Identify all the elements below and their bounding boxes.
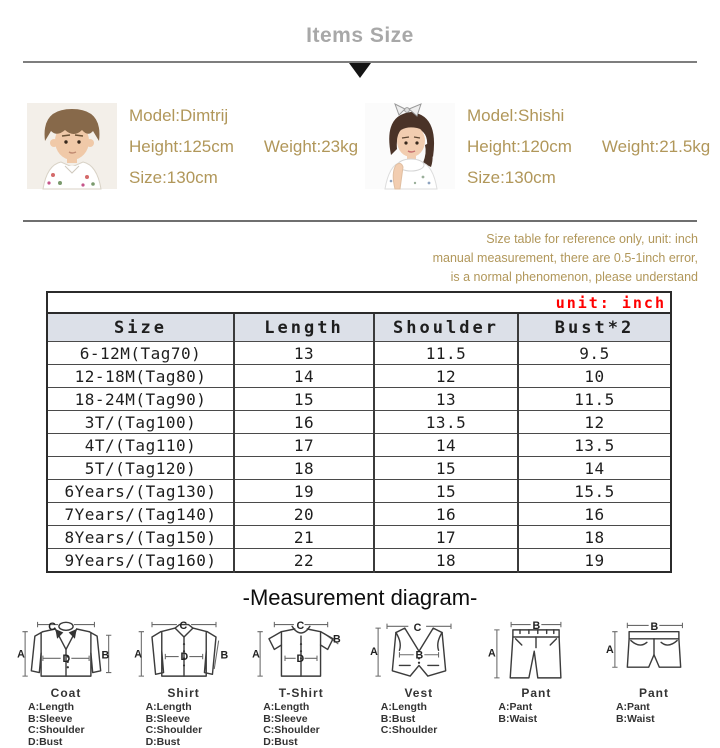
diagram-labels — [381, 702, 477, 737]
diagram-labels — [263, 702, 359, 748]
measure-label: C:Shoulder — [263, 724, 320, 737]
measure-label: A:Length — [145, 701, 192, 714]
model-weight: Weight:23kg — [263, 137, 359, 156]
model-size: Size:130cm — [467, 168, 556, 187]
measure-label: C:Shoulder — [380, 724, 438, 737]
model-photo-girl — [365, 103, 455, 189]
size-table-body — [47, 342, 671, 573]
vest-icon — [363, 621, 475, 685]
diagram-row — [8, 621, 712, 748]
arrow-letter: D — [62, 653, 71, 666]
model-info — [467, 103, 710, 199]
value-cell: 13 — [374, 388, 518, 411]
measure-label: B:Bust — [380, 712, 416, 725]
value-cell: 13.5 — [518, 434, 671, 457]
size-cell: 5T/(Tag120) — [47, 457, 234, 480]
size-guide-page — [0, 24, 720, 748]
value-cell: 14 — [234, 365, 374, 388]
size-cell: 8Years/(Tag150) — [47, 526, 234, 549]
value-cell: 22 — [234, 549, 374, 573]
table-row — [47, 526, 671, 549]
arrow-letter: B — [650, 621, 659, 634]
size-cell: 9Years/(Tag160) — [47, 549, 234, 573]
arrow-letter: D — [296, 653, 305, 666]
measure-label: C:Shoulder — [28, 724, 85, 737]
table-row — [47, 480, 671, 503]
value-cell: 11.5 — [374, 342, 518, 365]
page-title: Items Size — [306, 24, 414, 47]
measure-label: D:Bust — [145, 735, 181, 748]
shirt-icon — [128, 621, 240, 685]
value-cell: 9.5 — [518, 342, 671, 365]
diagram-shorts — [596, 621, 712, 748]
arrow-letter: B — [101, 649, 110, 662]
arrow-letter: B — [220, 649, 228, 662]
diagram-name: T-Shirt — [278, 686, 324, 701]
measure-label: A:Length — [28, 701, 75, 714]
diagram-name: Pant — [521, 686, 552, 701]
model-name: Model:Shishi — [467, 106, 565, 125]
measure-label: B:Sleeve — [28, 712, 73, 725]
diagram-name: Coat — [50, 686, 82, 701]
table-row — [47, 549, 671, 573]
disclaimer-line: Size table for reference only, unit: inch — [486, 232, 698, 246]
size-cell: 4T/(Tag110) — [47, 434, 234, 457]
table-row — [47, 365, 671, 388]
section-divider — [23, 220, 697, 222]
diagram-labels — [498, 702, 594, 725]
value-cell: 16 — [518, 503, 671, 526]
diagram-labels — [28, 702, 124, 748]
diagram-tshirt — [243, 621, 359, 748]
column-header: Shoulder — [374, 313, 518, 342]
model-info — [129, 103, 358, 199]
arrow-letter: B — [532, 620, 541, 633]
coat-icon — [10, 621, 122, 685]
table-row — [47, 411, 671, 434]
diagram-name: Shirt — [167, 686, 200, 701]
diagram-coat — [8, 621, 124, 748]
shorts-icon — [598, 621, 710, 685]
arrow-letter: D — [180, 651, 188, 664]
size-cell: 18-24M(Tag90) — [47, 388, 234, 411]
model-name: Model:Dimtrij — [129, 106, 229, 125]
measure-label: B:Waist — [615, 712, 655, 725]
column-header: Bust*2 — [518, 313, 671, 342]
measure-label: A:Length — [263, 701, 310, 714]
measure-label: C:Shoulder — [145, 724, 203, 737]
value-cell: 10 — [518, 365, 671, 388]
measure-label: B:Sleeve — [145, 712, 190, 725]
table-row — [47, 503, 671, 526]
measure-label: B:Waist — [498, 712, 538, 725]
value-cell: 14 — [374, 434, 518, 457]
size-cell: 6-12M(Tag70) — [47, 342, 234, 365]
column-header: Size — [47, 313, 234, 342]
size-cell: 7Years/(Tag140) — [47, 503, 234, 526]
measure-label: B:Sleeve — [263, 712, 308, 725]
measure-label: A:Length — [380, 701, 427, 714]
model-height: Height:120cm — [467, 137, 572, 156]
value-cell: 12 — [518, 411, 671, 434]
value-cell: 13 — [234, 342, 374, 365]
value-cell: 18 — [234, 457, 374, 480]
arrow-letter: C — [48, 621, 56, 634]
table-row — [47, 457, 671, 480]
diagram-shirt — [126, 621, 242, 748]
arrow-letter: A — [17, 648, 25, 661]
value-cell: 20 — [234, 503, 374, 526]
value-cell: 15.5 — [518, 480, 671, 503]
value-cell: 16 — [374, 503, 518, 526]
value-cell: 15 — [234, 388, 374, 411]
value-cell: 14 — [518, 457, 671, 480]
diagram-vest — [361, 621, 477, 748]
diagram-name: Pant — [638, 686, 669, 701]
disclaimer-line: is a normal phenomenon, please understand — [450, 269, 698, 284]
model-height: Height:125cm — [129, 137, 234, 156]
measurement-title: -Measurement diagram- — [242, 585, 478, 611]
model-photo-boy — [27, 103, 117, 189]
unit-note: unit: inch — [555, 293, 666, 312]
value-cell: 11.5 — [518, 388, 671, 411]
value-cell: 18 — [374, 549, 518, 573]
value-cell: 19 — [518, 549, 671, 573]
model-card-girl — [365, 103, 711, 199]
table-row — [47, 342, 671, 365]
arrow-letter: C — [296, 620, 305, 633]
table-row — [47, 434, 671, 457]
diagram-pant — [478, 621, 594, 748]
value-cell: 18 — [518, 526, 671, 549]
diagram-name: Vest — [404, 686, 434, 701]
column-header: Length — [234, 313, 374, 342]
table-row — [47, 388, 671, 411]
disclaimer-line: manual measurement, there are 0.5-1inch error, — [432, 250, 698, 265]
arrow-down-icon — [349, 63, 371, 78]
model-weight: Weight:21.5kg — [601, 137, 711, 156]
size-cell: 6Years/(Tag130) — [47, 480, 234, 503]
value-cell: 17 — [374, 526, 518, 549]
model-size: Size:130cm — [129, 168, 218, 187]
diagram-labels — [616, 702, 712, 725]
value-cell: 15 — [374, 480, 518, 503]
arrow-letter: B — [333, 633, 341, 646]
value-cell: 21 — [234, 526, 374, 549]
value-cell: 15 — [374, 457, 518, 480]
arrow-letter: A — [488, 647, 497, 660]
measure-label: D:Bust — [28, 735, 63, 748]
measure-label: A:Pant — [498, 701, 533, 714]
size-cell: 12-18M(Tag80) — [47, 365, 234, 388]
arrow-letter: A — [605, 644, 614, 657]
value-cell: 13.5 — [374, 411, 518, 434]
size-table — [46, 291, 672, 573]
arrow-letter: A — [133, 648, 142, 661]
measure-label: D:Bust — [263, 735, 298, 748]
arrow-letter: A — [369, 646, 378, 659]
model-card-boy — [27, 103, 365, 199]
unit-row — [47, 292, 671, 313]
table-header-row — [47, 313, 671, 342]
tshirt-icon — [245, 621, 357, 685]
arrow-letter: C — [413, 622, 422, 635]
value-cell: 19 — [234, 480, 374, 503]
arrow-letter: B — [415, 649, 423, 662]
arrow-letter: A — [252, 648, 261, 661]
arrow-letter: C — [179, 620, 187, 633]
measure-label: A:Pant — [615, 701, 650, 714]
size-cell: 3T/(Tag100) — [47, 411, 234, 434]
disclaimer-text — [22, 230, 698, 286]
value-cell: 16 — [234, 411, 374, 434]
value-cell: 12 — [374, 365, 518, 388]
value-cell: 17 — [234, 434, 374, 457]
pant-icon — [480, 621, 592, 685]
diagram-labels — [146, 702, 242, 748]
models-row — [27, 103, 720, 199]
